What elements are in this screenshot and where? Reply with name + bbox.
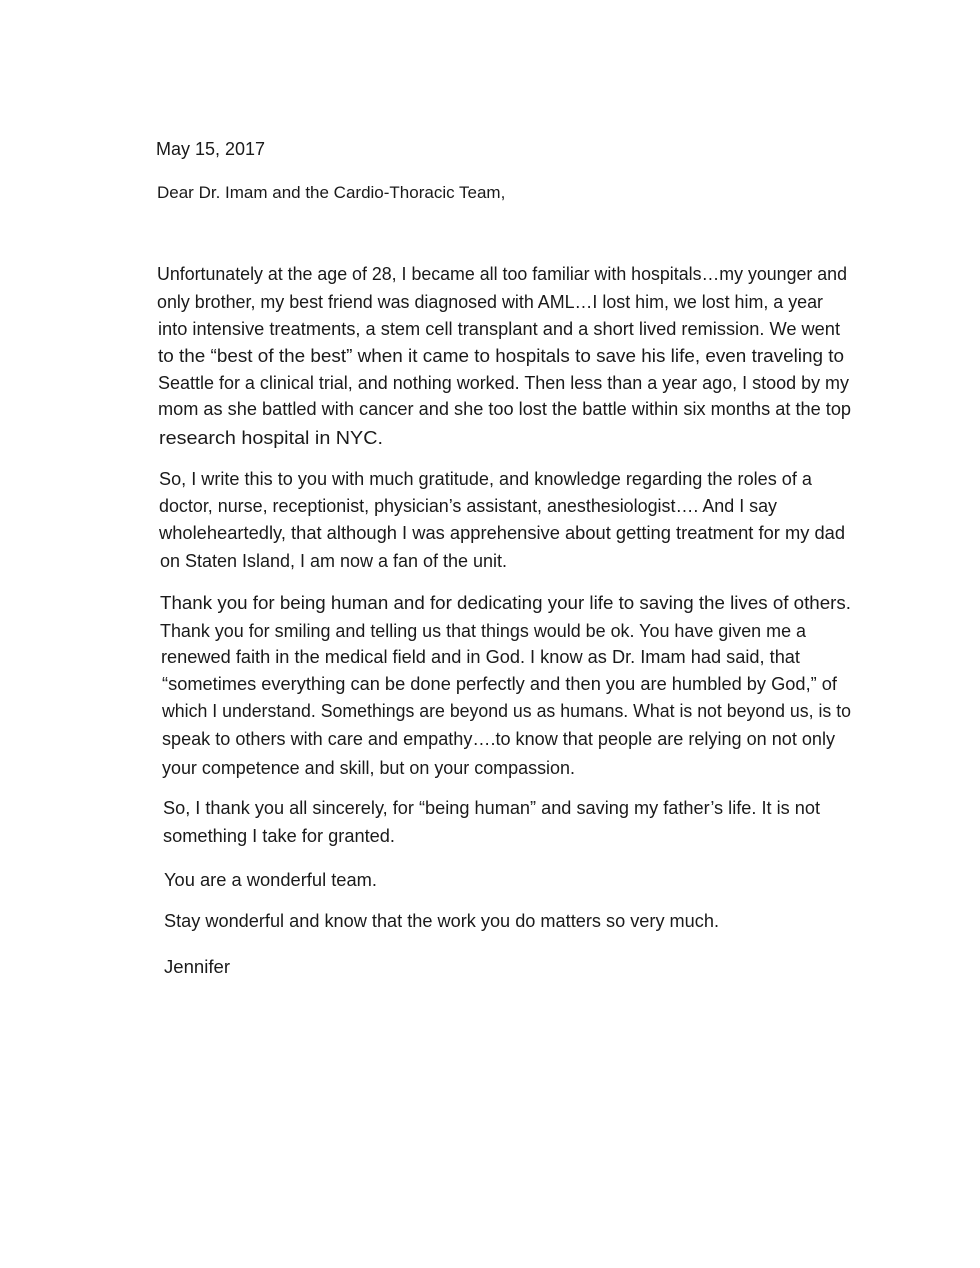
paragraph-line: Thank you for being human and for dedicating your life to saving the lives of others. — [160, 593, 851, 613]
paragraph-line: renewed faith in the medical field and in God. I know as Dr. Imam had said, that — [161, 647, 800, 667]
paragraph-line: something I take for granted. — [163, 826, 396, 846]
paragraph-line: So, I write this to you with much gratitude, and knowledge regarding the roles of a — [159, 469, 813, 489]
letter-signature: Jennifer — [164, 957, 231, 977]
paragraph-line: which I understand. Somethings are beyond us as humans. What is not beyond us, is to — [162, 701, 851, 721]
paragraph-line: wholeheartedly, that although I was apprehensive about getting treatment for my dad — [159, 523, 846, 543]
letter-salutation: Dear Dr. Imam and the Cardio-Thoracic Team, — [157, 183, 506, 202]
paragraph-line: into intensive treatments, a stem cell transplant and a short lived remission. We went — [158, 319, 841, 339]
paragraph-line: speak to others with care and empathy….to know that people are relying on not only — [162, 729, 836, 749]
paragraph-line: Seattle for a clinical trial, and nothing worked. Then less than a year ago, I stood by my — [158, 373, 850, 393]
paragraph-line: your competence and skill, but on your compassion. — [162, 758, 575, 778]
paragraph-line: mom as she battled with cancer and she too lost the battle within six months at the top — [158, 399, 852, 419]
paragraph-line: doctor, nurse, receptionist, physician’s assistant, anesthesiologist…. And I say — [159, 496, 778, 516]
paragraph-line: on Staten Island, I am now a fan of the unit. — [160, 551, 507, 571]
paragraph-line: only brother, my best friend was diagnosed with AML…I lost him, we lost him, a year — [157, 292, 824, 312]
paragraph-line: You are a wonderful team. — [164, 870, 378, 890]
paragraph-line: “sometimes everything can be done perfectly and then you are humbled by God,” of — [162, 674, 837, 694]
paragraph-line: to the “best of the best” when it came to hospitals to save his life, even traveling to — [158, 346, 845, 366]
paragraph-line: Unfortunately at the age of 28, I became all too familiar with hospitals…my younger and — [157, 264, 847, 284]
paragraph-line: Thank you for smiling and telling us that things would be ok. You have given me a — [160, 621, 807, 641]
letter-date: May 15, 2017 — [156, 139, 266, 159]
paragraph-line: So, I thank you all sincerely, for “being human” and saving my father’s life. It is not — [163, 798, 820, 818]
paragraph-line: Stay wonderful and know that the work you do matters so very much. — [164, 911, 719, 931]
paragraph-line: research hospital in NYC. — [159, 428, 383, 448]
